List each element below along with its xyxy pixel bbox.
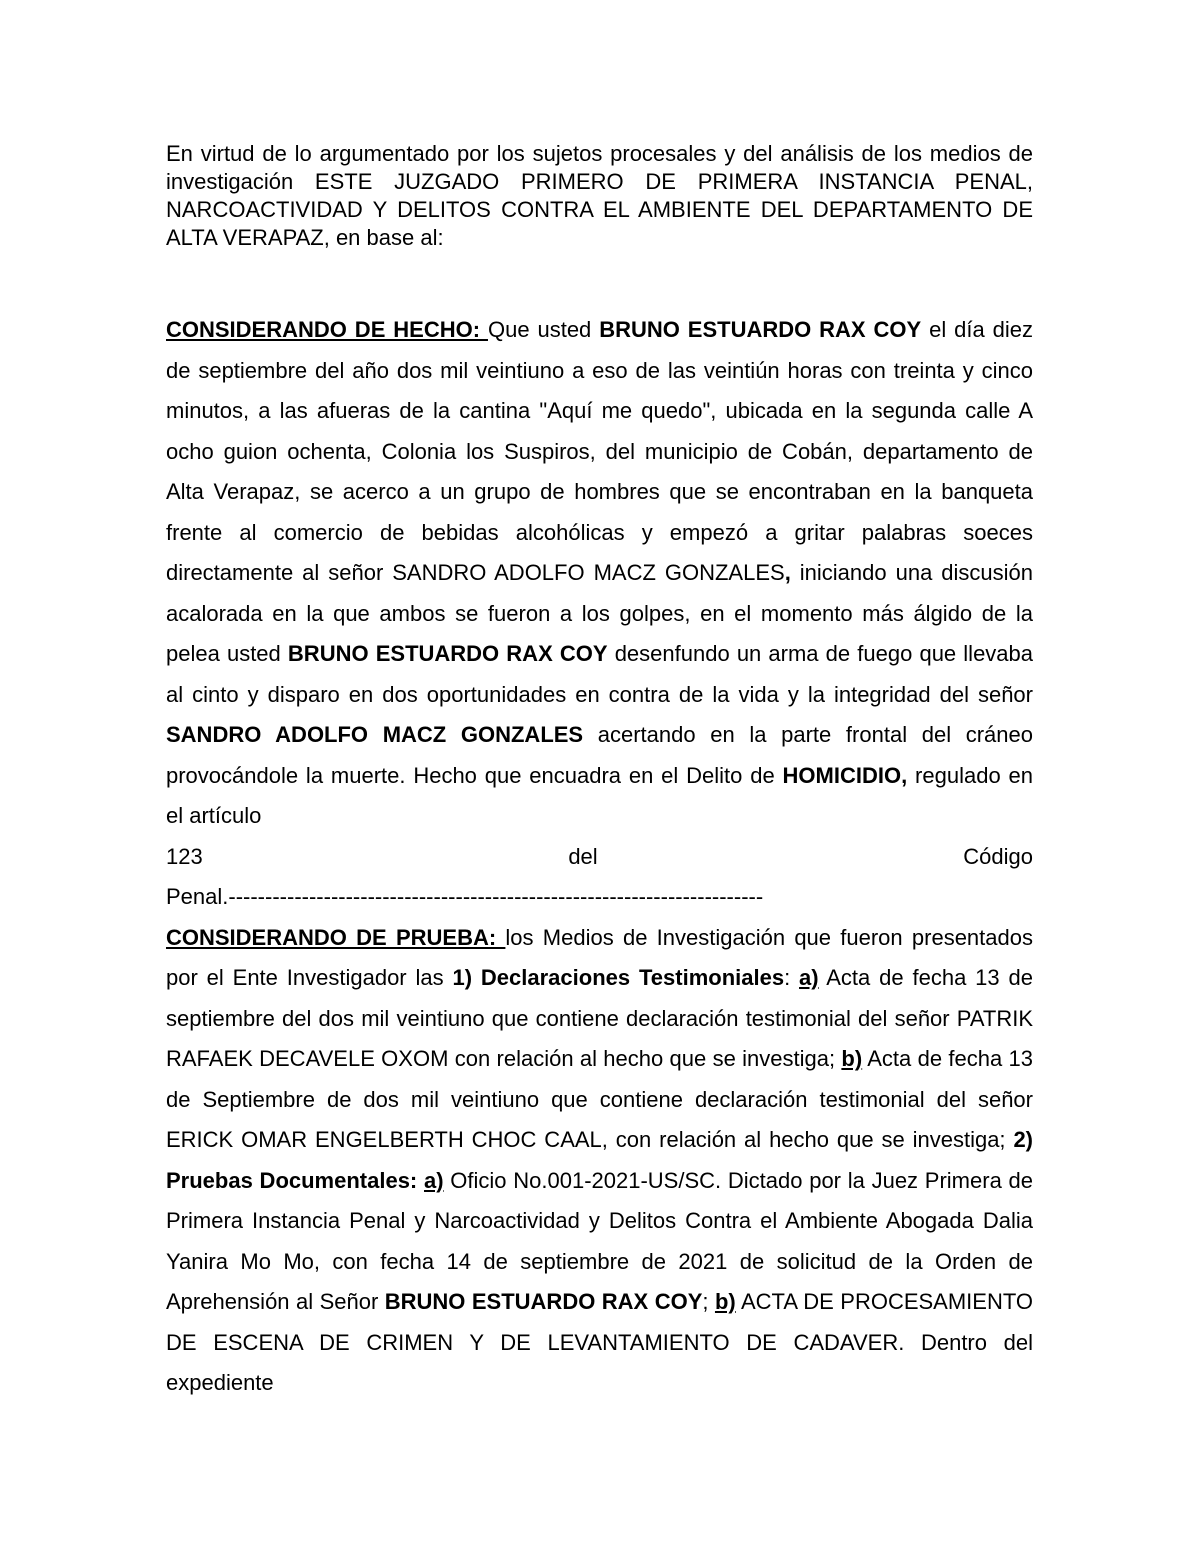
prueba-text-2: Acta de fecha 13 de septiembre del dos mil veintiuno que contiene declaración testimonial del señor PATRIK RAFAEK DECAVELE OXOM con relación al hecho que se investiga; — [166, 965, 1033, 1071]
article-codigo: Código — [963, 843, 1033, 869]
considerando-hecho-section — [166, 310, 1033, 918]
delito-name: HOMICIDIO, — [782, 762, 908, 788]
prueba-text-5: ; — [702, 1289, 715, 1314]
item-a-marker: a) — [424, 1167, 444, 1193]
prueba-text-6: ACTA DE PROCESAMIENTO DE ESCENA DE CRIMEN Y DE LEVANTAMIENTO DE CADAVER. Dentro del expediente — [166, 1289, 1034, 1395]
victim-name: SANDRO ADOLFO MACZ GONZALES — [166, 722, 584, 747]
prueba-text-3: Acta de fecha 13 de Septiembre de dos mil veintiuno que contiene declaración testimonial del señor ERICK OMAR ENGELBERTH CHOC CAAL, con relación al hecho que se investiga; — [166, 1046, 1033, 1152]
item-b-marker: b) — [841, 1046, 863, 1071]
article-reference-line — [166, 837, 1033, 878]
hecho-text-4: desenfundo un arma de fuego que llevaba al cinto y disparo en dos oportunidades en contra de la vida y la integridad del señor — [166, 641, 1034, 707]
accused-name: BRUNO ESTUARDO RAX COY — [384, 1289, 703, 1314]
considerando-prueba-paragraph — [166, 918, 1033, 1404]
considerando-hecho-heading: CONSIDERANDO DE HECHO: — [166, 317, 488, 342]
hecho-comma: , — [784, 560, 791, 585]
documentales-heading: 2) Pruebas Documentales: — [166, 1127, 1033, 1193]
paragraph-spacer — [166, 252, 1033, 310]
article-number: 123 — [166, 843, 203, 869]
hecho-text-6: regulado en el artículo — [166, 762, 1033, 828]
penal-line: Penal.------------------------------------------------------------------------- — [166, 884, 764, 909]
considerando-prueba-heading: CONSIDERANDO DE PRUEBA: — [166, 924, 506, 950]
document-page — [166, 140, 1033, 1404]
article-del: del — [568, 843, 598, 869]
accused-name: BRUNO ESTUARDO RAX COY — [287, 641, 608, 666]
considerando-hecho-paragraph — [166, 310, 1033, 837]
hecho-text-3: iniciando una discusión acalorada en la que ambos se fueron a los golpes, en el momento más álgido de la pelea usted — [166, 560, 1033, 666]
considerando-prueba-section — [166, 918, 1033, 1404]
accused-name: BRUNO ESTUARDO RAX COY — [599, 317, 922, 342]
hecho-text-2: el día diez de septiembre del año dos mil veintiuno a eso de las veintiún horas con treinta y cinco minutos, a las afueras de la cantina "Aquí me quedo", ubicada en la segunda calle A ocho guion ochenta, Colonia los Suspiros, del municipio de Cobán, departamento de Alta Verapaz, se acerco a un grupo de hombres que se encontraban en la banqueta frente al comercio de bebidas alcohólicas y empezó a gritar palabras soeces directamente al señor SANDRO ADOLFO MACZ GONZALES — [166, 317, 1034, 585]
intro-paragraph: En virtud de lo argumentado por los sujetos procesales y del análisis de los medios de investigación ESTE JUZGADO PRIMERO DE PRIMERA INSTANCIA PENAL, NARCOACTIVIDAD Y DELITOS CONTRA EL AMBIENTE DEL DEPARTAMENTO DE ALTA VERAPAZ, en base al: — [166, 141, 1033, 250]
declaraciones-heading: 1) Declaraciones Testimoniales — [452, 965, 785, 990]
hecho-text-5: acertando en la parte frontal del cráneo provocándole la muerte. Hecho que encuadra en el Delito de — [166, 722, 1033, 788]
item-a-marker: a) — [799, 965, 819, 990]
prueba-text-1: los Medios de Investigación que fueron presentados por el Ente Investigador las — [166, 924, 1033, 990]
item-b-marker: b) — [714, 1289, 736, 1314]
prueba-text-4: Oficio No.001-2021-US/SC. Dictado por la Juez Primera de Primera Instancia Penal y Narcoactividad y Delitos Contra el Ambiente Abogada Dalia Yanira Mo Mo, con fecha 14 de septiembre de 2021 de solicitud de la Orden de Aprehensión al Señor — [166, 1167, 1034, 1314]
hecho-text-1: Que usted — [487, 317, 600, 342]
prueba-colon: : — [784, 965, 800, 990]
